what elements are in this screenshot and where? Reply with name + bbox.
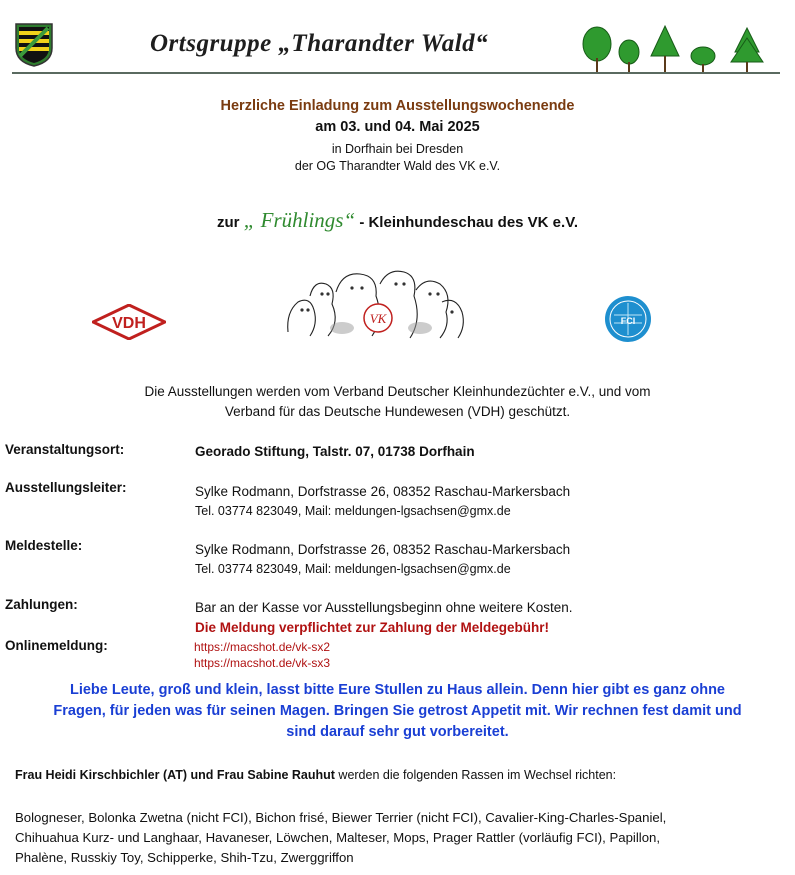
judges-info — [15, 768, 616, 782]
show-title-prefix: zur — [217, 214, 240, 231]
header-divider — [12, 72, 780, 74]
venue-value: Georado Stiftung, Talstr. 07, 01738 Dorfhain — [195, 444, 475, 459]
payment-notice: Die Meldung verpflichtet zur Zahlung der Meldegebühr! — [195, 620, 550, 635]
office-address: Sylke Rodmann, Dorfstrasse 26, 08352 Raschau-Markersbach — [195, 542, 571, 557]
protection-line-2: Verband für das Deutsche Hundewesen (VDH) geschützt. — [224, 404, 571, 419]
show-title — [0, 208, 795, 233]
judges-names: Frau Heidi Kirschbichler (AT) und Frau Sabine Rauhut — [15, 768, 335, 782]
event-organizer: der OG Tharandter Wald des VK e.V. — [294, 159, 501, 173]
show-title-script: „ Frühlings“ — [243, 208, 356, 232]
catering-message-line-1: Liebe Leute, groß und klein, lasst bitte Eure Stullen zu Haus allein. Denn hier gibt es ganz ohne — [69, 682, 725, 698]
trees-icon — [575, 22, 780, 74]
svg-text:VDH: VDH — [112, 315, 146, 332]
event-dates: am 03. und 04. Mai 2025 — [315, 119, 480, 135]
event-location: in Dorfhain bei Dresden — [331, 142, 464, 156]
dogs-group-image — [280, 262, 468, 342]
judges-text: werden die folgenden Rassen im Wechsel richten: — [334, 768, 617, 782]
online-link-1[interactable]: https://macshot.de/vk-sx2 — [194, 640, 331, 654]
leader-address: Sylke Rodmann, Dorfstrasse 26, 08352 Raschau-Markersbach — [195, 484, 571, 499]
vdh-logo — [92, 304, 166, 340]
office-label: Meldestelle: — [5, 538, 83, 553]
show-title-suffix: - Kleinhundeschau des VK e.V. — [359, 214, 578, 231]
catering-message — [0, 680, 795, 743]
breeds-line-2: Chihuahua Kurz- und Langhaar, Havaneser, Löwchen, Malteser, Mops, Prager Rattler (vorläufig FCI), Papillon, — [15, 830, 661, 845]
venue-label: Veranstaltungsort: — [5, 442, 125, 457]
svg-text:VK: VK — [369, 311, 387, 326]
saxony-crest-icon — [14, 22, 54, 68]
payment-info: Bar an der Kasse vor Ausstellungsbeginn ohne weitere Kosten. — [195, 600, 573, 615]
fci-logo — [604, 295, 652, 343]
payment-label: Zahlungen: — [5, 597, 78, 612]
breeds-line-1: Bologneser, Bolonka Zwetna (nicht FCI), Bichon frisé, Biewer Terrier (nicht FCI), Cavalier-King-Charles-Spaniel, — [15, 810, 667, 825]
catering-message-line-3: sind darauf sehr gut vorbereitet. — [286, 724, 509, 740]
online-link-2[interactable]: https://macshot.de/vk-sx3 — [194, 656, 331, 670]
leader-label: Ausstellungsleiter: — [5, 480, 127, 495]
catering-message-line-2: Fragen, für jeden was für seinen Magen. Bringen Sie getrost Appetit mit. Wir rechnen fest damit und — [53, 703, 742, 719]
breeds-list — [15, 808, 775, 868]
invitation-headline: Herzliche Einladung zum Ausstellungswochenende — [220, 98, 575, 114]
page-title: Ortsgruppe „Tharandter Wald“ — [150, 30, 489, 57]
svg-text:FCI: FCI — [620, 316, 636, 326]
protection-line-1: Die Ausstellungen werden vom Verband Deutscher Kleinhundezüchter e.V., und vom — [144, 384, 651, 399]
leader-contact: Tel. 03774 823049, Mail: meldungen-lgsachsen@gmx.de — [195, 504, 511, 518]
office-contact: Tel. 03774 823049, Mail: meldungen-lgsachsen@gmx.de — [195, 562, 511, 576]
online-label: Onlinemeldung: — [5, 638, 108, 653]
breeds-line-3: Phalène, Russkiy Toy, Schipperke, Shih-Tzu, Zwerggriffon — [15, 850, 354, 865]
